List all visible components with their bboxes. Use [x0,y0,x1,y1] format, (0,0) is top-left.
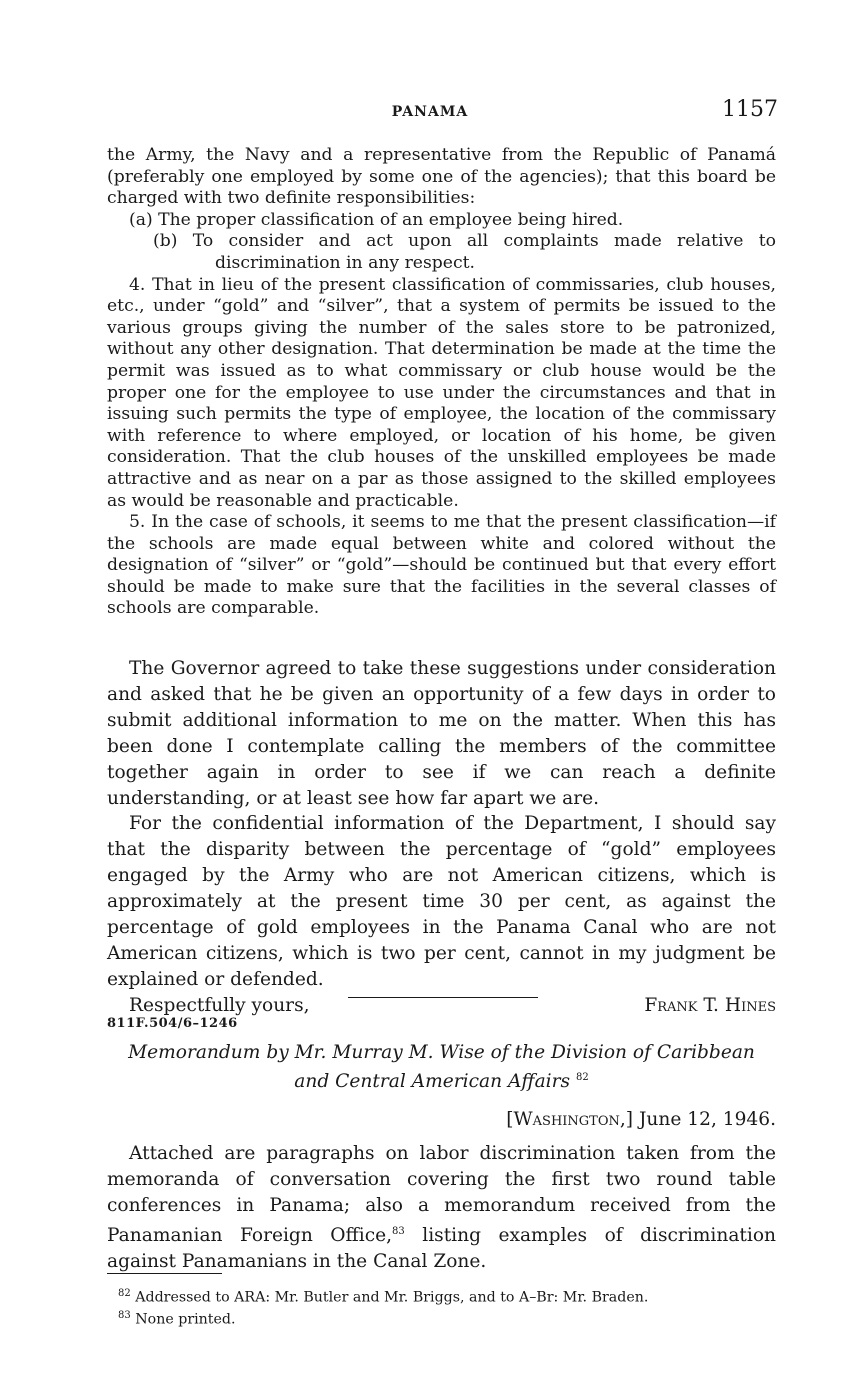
memo-title-line-2-text: and Central American Affairs [294,1071,571,1093]
footnote-82 [118,1285,778,1307]
footnote-divider [107,1273,222,1274]
memo-title-line-2 [107,1065,776,1094]
section-divider [348,997,538,998]
numbered-item-4: 4. That in lieu of the present classification of commissaries, club houses, etc., under “gold” and “silver”, that a system of permits be issued to the various groups giving the number of the sales store to be patronized, without any other designation. That determination be made at the time the permit was issued as to what commissary or club house would be the proper one for the employee to use under the circumstances and that in issuing such permits the type of employee, the location of the commissary with reference to where employed, or location of his home, be given consideration. That the club houses of the unskilled employees be made attractive and as near on a par as those assigned to the skilled employees as would be reasonable and practicable. [107,274,776,511]
numbered-item-5: 5. In the case of schools, it seems to me that the present classification—if the schools are made equal between white and colored without the designation of “silver” or “gold”—should be continued but that every effort should be made to make sure that the facilities in the several classes of schools are comparable. [107,512,776,619]
footnote-ref-83: 83 [392,1225,405,1237]
dateline-date: June 12, 1946. [638,1109,776,1130]
dateline-place: [Washington,] [506,1109,634,1130]
memo-title-line-1: Memorandum by Mr. Murray M. Wise of the Division of Caribbean [128,1042,755,1063]
dateline [506,1109,776,1130]
memo-title [107,1040,776,1094]
footnote-number: 83 [118,1309,131,1321]
footnote-text: Addressed to ARA: Mr. Butler and Mr. Briggs, and to A–Br: Mr. Braden. [135,1289,649,1306]
letter-closing-section [107,656,776,1019]
continuation-paragraph: the Army, the Navy and a representative from the Republic of Panamá (preferably one employed by some one of the agencies); that this board be charged with two definite responsibilities: [107,145,776,209]
file-number: 811F.504/6–1246 [107,1016,238,1031]
signature-name: Frank T. Hines [644,994,776,1016]
footnote-number: 82 [118,1288,131,1299]
footnote-83 [118,1307,778,1329]
running-header: PANAMA [391,104,469,120]
memo-paragraph [107,1141,776,1275]
memo-text-part-2: listing examples of discrimination against Panamanians in the Canal Zone. [107,1224,776,1272]
letter-numbered-section [107,145,776,620]
memo-text-part-1: Attached are paragraphs on labor discrimination taken from the memoranda of conversation covering the first two round table conferences in Panama; also a memorandum received from the Panamanian Foreign Office, [107,1143,776,1246]
page-number: 1157 [722,97,778,122]
footnote-text: None printed. [135,1311,236,1328]
governor-paragraph: The Governor agreed to take these suggestions under consideration and asked that he be given an opportunity of a few days in order to submit additional information to me on the matter. When this has been done I contemplate calling the members of the committee together again in order to see if we can reach a definite understanding, or at least see how far apart we are. [107,658,776,809]
footnote-ref-82: 82 [575,1072,589,1083]
list-item-b: (b) To consider and act upon all complaints made relative to discrimination in any respect. [153,231,776,273]
closing-salutation: Respectfully yours, [129,994,310,1016]
list-item-a: (a) The proper classification of an employee being hired. [129,209,624,230]
confidential-paragraph: For the confidential information of the Department, I should say that the disparity between the percentage of “gold” employees engaged by the Army who are not American citizens, which is approximately at the present time 30 per cent, as against the percentage of gold employees in the Panama Canal who are not American citizens, which is two per cent, cannot in my judgment be explained or defended. [107,813,776,990]
memo-body [107,1141,776,1275]
footnotes [118,1285,778,1328]
